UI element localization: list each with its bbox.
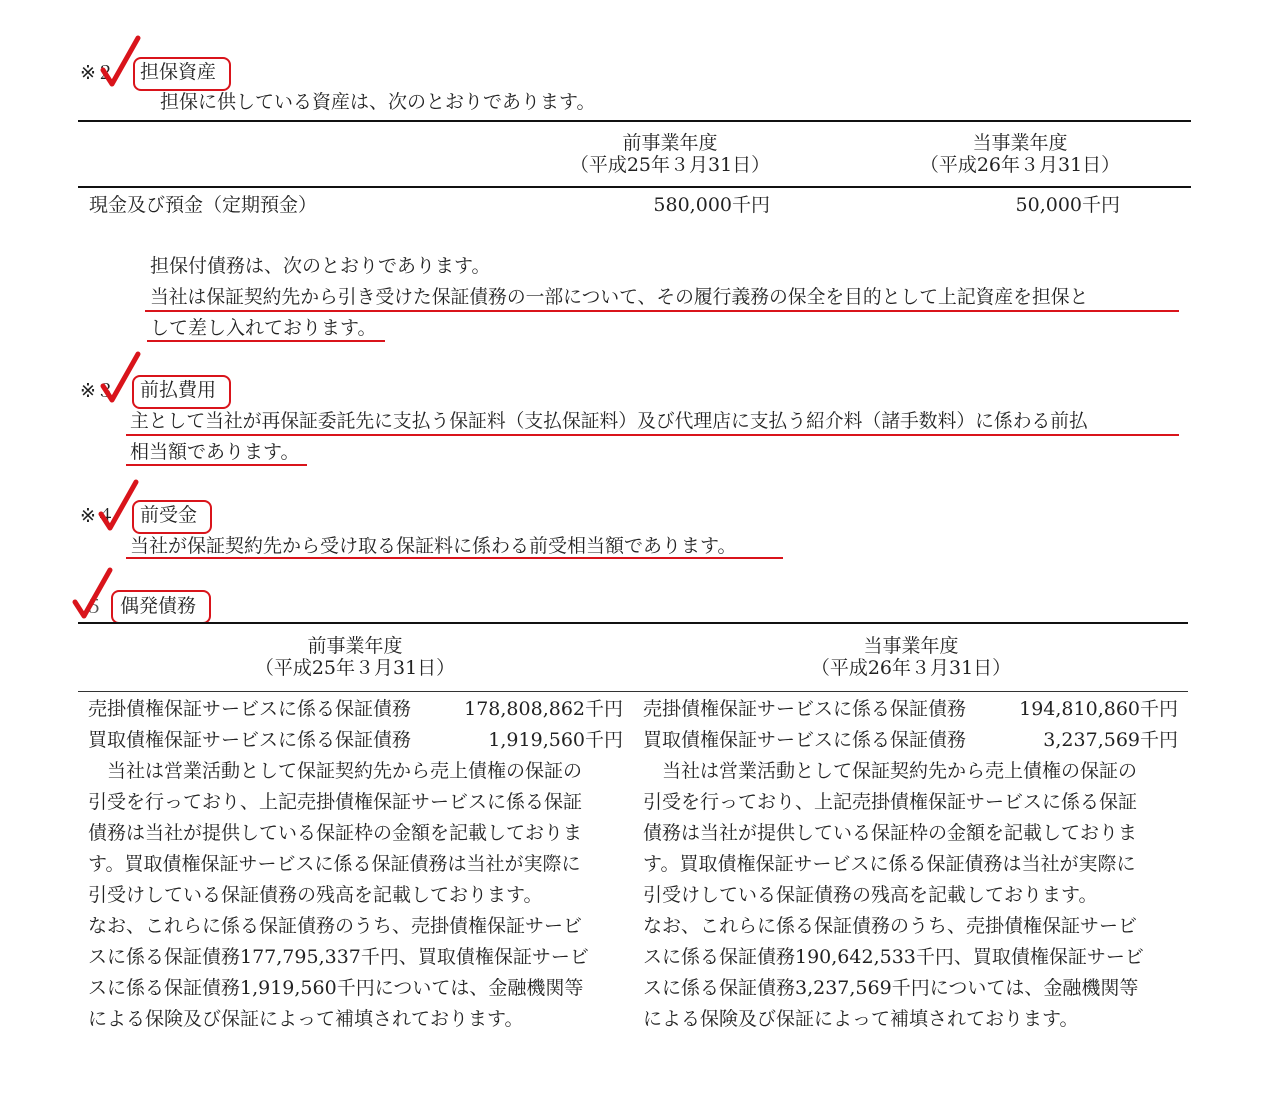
prev-body-line: スに係る保証債務1,919,560千円については、金融機関等 (88, 977, 584, 999)
prev-item2 (88, 725, 623, 756)
table1-curr-date: （平成26年３月31日） (919, 154, 1121, 176)
curr-body-line: スに係る保証債務190,642,533千円、買取債権保証サービ (643, 946, 1144, 968)
table1-row-label: 現金及び預金（定期預金） (89, 194, 318, 216)
note3-line1-underline (126, 434, 1179, 436)
prev-body-line: 引受けしている保証債務の残高を記載しております。 (88, 884, 543, 906)
secured-line1-underline (145, 310, 1179, 312)
note2-heading: 担保資産 (140, 61, 217, 83)
prev-body-line: 当社は営業活動として保証契約先から売上債権の保証の (88, 760, 583, 782)
table2-prev-title: 前事業年度 (307, 635, 403, 657)
table2-curr-column (643, 694, 1178, 1035)
note3-line2: 相当額であります。 (130, 441, 300, 463)
checkmark-icon (72, 566, 114, 622)
prev-body-line: 引受を行っており、上記売掛債権保証サービスに係る保証 (88, 791, 583, 813)
table2-header-rule (78, 691, 1188, 692)
secured-line1: 当社は保証契約先から引き受けた保証債務の一部について、その履行義務の保全を目的として上記資産を担保と (150, 287, 1089, 308)
prev-body-line: スに係る保証債務177,795,337千円、買取債権保証サービ (88, 946, 589, 968)
note4-mark: ※４ (80, 505, 115, 527)
curr-body-line: による保険及び保証によって補填されております。 (643, 1008, 1079, 1030)
prev-body-line: す。買取債権保証サービスに係る保証債務は当社が実際に (88, 853, 581, 875)
note4-line1: 当社が保証契約先から受け取る保証料に係わる前受相当額であります。 (130, 535, 737, 557)
curr-body-line: す。買取債権保証サービスに係る保証債務は当社が実際に (643, 853, 1136, 875)
table2-prev-date: （平成25年３月31日） (254, 657, 456, 679)
section5-heading: 偶発債務 (120, 595, 197, 617)
curr-item1-label: 売掛債権保証サービスに係る保証債務 (643, 698, 967, 720)
note4-line1-underline (126, 557, 783, 559)
curr-item2-label: 買取債権保証サービスに係る保証債務 (643, 729, 967, 751)
table2-prev-column (88, 694, 623, 1035)
note3-line1: 主として当社が再保証委託先に支払う保証料（支払保証料）及び代理店に支払う紹介料（諸手数料）に係わる前払 (130, 411, 1088, 432)
section5-mark: ５ (84, 596, 104, 618)
prev-item2-label: 買取債権保証サービスに係る保証債務 (88, 729, 412, 751)
note2-mark: ※２ (80, 62, 115, 84)
curr-item2-value: 3,237,569千円 (1043, 729, 1178, 751)
curr-item1 (643, 694, 1178, 725)
table1-top-rule (78, 120, 1191, 122)
table2-curr-title: 当事業年度 (863, 635, 959, 657)
curr-body-line: 当社は営業活動として保証契約先から売上債権の保証の (643, 760, 1138, 782)
prev-item1-value: 178,808,862千円 (464, 698, 623, 720)
prev-item1 (88, 694, 623, 725)
table1-prev-title: 前事業年度 (622, 132, 718, 154)
secured-line2: して差し入れております。 (150, 317, 377, 339)
curr-item1-value: 194,810,860千円 (1019, 698, 1178, 720)
curr-body-line: なお、これらに係る保証債務のうち、売掛債権保証サービ (643, 915, 1138, 937)
prev-body-line: 債務は当社が提供している保証枠の金額を記載しておりま (88, 822, 583, 844)
curr-body-line: スに係る保証債務3,237,569千円については、金融機関等 (643, 977, 1139, 999)
note3-mark: ※３ (80, 380, 115, 402)
note2-intro: 担保に供している資産は、次のとおりであります。 (160, 91, 596, 113)
prev-item2-value: 1,919,560千円 (488, 729, 623, 751)
prev-item1-label: 売掛債権保証サービスに係る保証債務 (88, 698, 412, 720)
note3-line2-underline (126, 464, 307, 466)
table1-curr-title: 当事業年度 (972, 132, 1068, 154)
table1-header-rule (78, 186, 1191, 188)
secured-intro: 担保付債務は、次のとおりであります。 (150, 255, 491, 277)
table1-row-curr: 50,000千円 (1015, 194, 1120, 216)
table1-prev-date: （平成25年３月31日） (569, 154, 771, 176)
note4-heading: 前受金 (140, 504, 198, 526)
table2-curr-date: （平成26年３月31日） (810, 657, 1012, 679)
secured-line2-underline (147, 340, 385, 342)
curr-item2 (643, 725, 1178, 756)
table2-top-rule (78, 622, 1188, 624)
prev-body-line: による保険及び保証によって補填されております。 (88, 1008, 524, 1030)
curr-body-line: 債務は当社が提供している保証枠の金額を記載しておりま (643, 822, 1138, 844)
curr-body-line: 引受を行っており、上記売掛債権保証サービスに係る保証 (643, 791, 1138, 813)
prev-body-line: なお、これらに係る保証債務のうち、売掛債権保証サービ (88, 915, 583, 937)
curr-body-line: 引受けしている保証債務の残高を記載しております。 (643, 884, 1098, 906)
note3-heading: 前払費用 (140, 379, 217, 401)
table1-row-prev: 580,000千円 (653, 194, 770, 216)
